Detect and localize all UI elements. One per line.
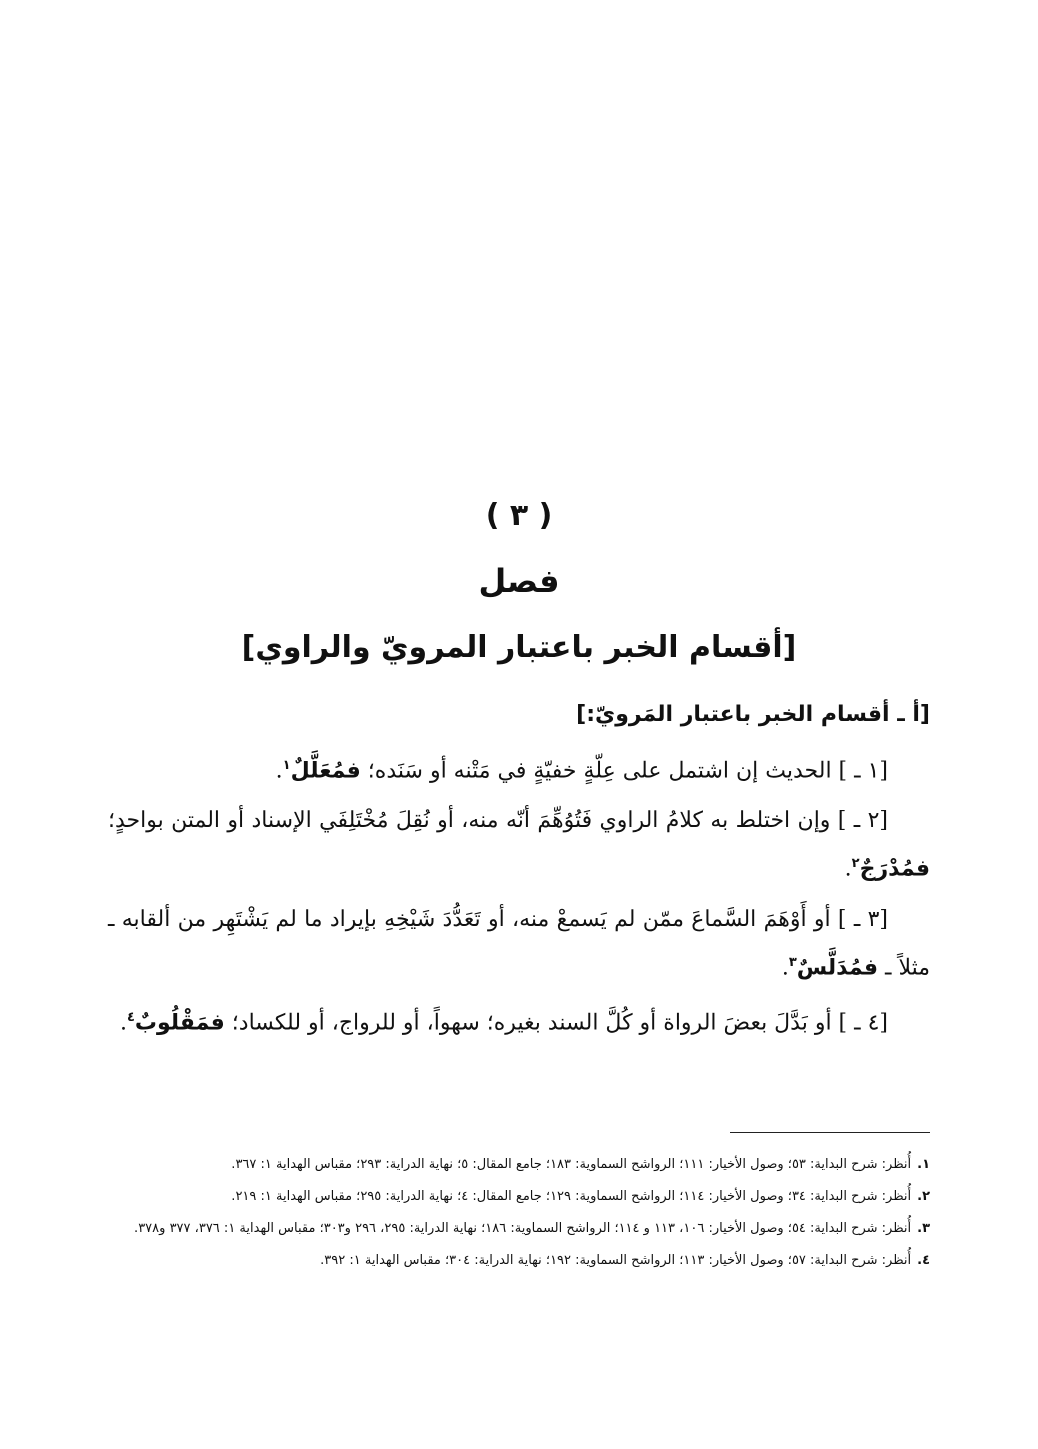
page xyxy=(108,0,930,1449)
body-text xyxy=(108,744,930,1051)
chapter-title: [أقسام الخبر باعتبار المرويّ والراوي] xyxy=(241,630,797,665)
paragraph-2 xyxy=(108,799,930,890)
footnote-number: ٢. xyxy=(917,1189,930,1204)
paragraph-text: [٢ ـ ] وإن اختلط به كلامُ الراوي فَتُوُهِّمَ أنّه منه، أو نُقِلَ مُخْتَلِفَي الإسناد أو المتن بواحدٍ؛ xyxy=(108,808,888,834)
paragraph-text: [٣ ـ ] أو أَوْهَمَ السَّماعَ ممّن لم يَسمعْ منه، أو تَعَدُّدَ شَيْخِهِ بإيراد ما لم يَشْتَهِر من ألقابه ـ مثلاً ـ xyxy=(108,906,930,980)
footnote-number: ٣. xyxy=(917,1221,930,1236)
paragraph-end: . xyxy=(844,856,852,882)
paragraph-end: . xyxy=(119,1010,127,1036)
footnote-text: أُنظر: شرح البداية: ٥٣؛ وصول الأخيار: ١١١؛ الرواشح السماوية: ١٨٣؛ جامع المقال: ٥؛ نهاية الدراية: ٢٩٣؛ مقباس الهداية ١: ٣٦٧. xyxy=(231,1157,912,1172)
footnote-number: ٤. xyxy=(917,1253,930,1268)
chapter-number: ( ٣ ) xyxy=(485,498,553,533)
footnote-ref[interactable]: ٢ xyxy=(851,856,860,872)
footnote-4 xyxy=(108,1246,930,1276)
footnote-separator xyxy=(730,1132,930,1133)
paragraph-4 xyxy=(108,996,930,1044)
footnote-3 xyxy=(108,1214,930,1244)
footnote-2 xyxy=(108,1182,930,1212)
chapter-heading: فصل xyxy=(478,562,560,600)
footnote-text: أُنظر: شرح البداية: ٥٧؛ وصول الأخيار: ١١٣؛ الرواشح السماوية: ١٩٢؛ نهاية الدراية: ٣٠٤؛ مقباس الهداية ١: ٣٩٢. xyxy=(320,1253,912,1268)
footnote-ref[interactable]: ١ xyxy=(282,758,291,773)
term-muallal: فمُعَلَّلٌ xyxy=(290,758,361,784)
footnote-1 xyxy=(108,1150,930,1180)
footnote-ref[interactable]: ٣ xyxy=(788,954,797,970)
paragraph-1 xyxy=(108,744,930,792)
paragraph-end: . xyxy=(781,954,789,980)
term-maqlub: فمَقْلُوبٌ xyxy=(134,1010,225,1036)
section-heading: [أ ـ أقسام الخبر باعتبار المَرويّ:] xyxy=(576,702,930,727)
footnote-text: أُنظر: شرح البداية: ٥٤؛ وصول الأخيار: ١٠٦، ١١٣ و ١١٤؛ الرواشح السماوية: ١٨٦؛ نهاية الدراية: ٢٩٥، ٢٩٦ و٣٠٣؛ مقباس الهداية ١: ٣٧٦، ٣٧٧ و٣٧٨. xyxy=(134,1221,912,1236)
paragraph-text: [٤ ـ ] أو بَدَّلَ بعضَ الرواة أو كُلَّ السند بغيره؛ سهواً، أو للرواج، أو للكساد؛ xyxy=(224,1010,888,1036)
term-mudallas: فمُدَلَّسٌ xyxy=(796,954,879,980)
paragraph-3 xyxy=(108,898,930,989)
footnote-text: أُنظر: شرح البداية: ٣٤؛ وصول الأخيار: ١١٤؛ الرواشح السماوية: ١٢٩؛ جامع المقال: ٤؛ نهاية الدراية: ٢٩٥؛ مقباس الهداية ١: ٢١٩. xyxy=(231,1189,912,1204)
footnotes xyxy=(108,1150,930,1278)
paragraph-end: . xyxy=(275,758,283,784)
footnote-number: ١. xyxy=(917,1157,930,1172)
term-mudraj: فمُدْرَجٌ xyxy=(859,856,930,882)
paragraph-text: [١ ـ ] الحديث إن اشتمل على عِلّةٍ خفيّةٍ في مَتْنه أو سَنَده؛ xyxy=(360,758,888,784)
footnote-ref[interactable]: ٤ xyxy=(126,1009,135,1025)
